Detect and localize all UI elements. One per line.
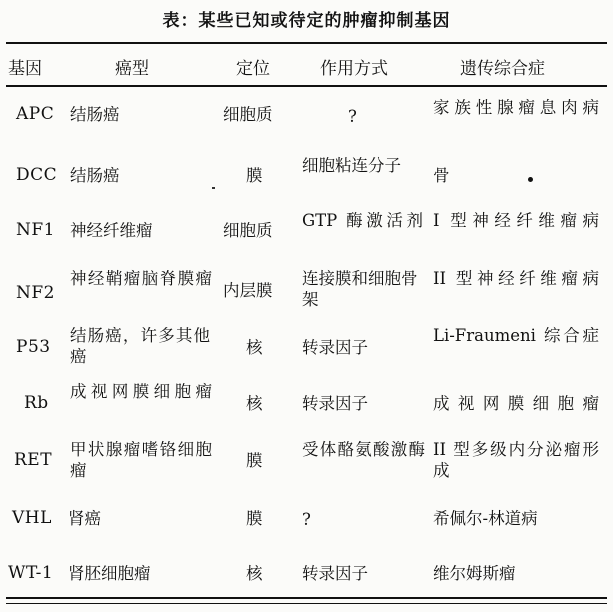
cell-syndrome-wt1: 维尔姆斯瘤 bbox=[433, 564, 516, 583]
cell-mode-nf1: GTP 酶激活剂 bbox=[302, 211, 423, 230]
cell-tumor-apc: 结肠癌 bbox=[70, 105, 120, 124]
cell-mode-apc: ? bbox=[348, 107, 357, 126]
cell-location-nf1: 细胞质 bbox=[223, 221, 273, 240]
cell-gene-apc: APC bbox=[16, 104, 55, 124]
cell-gene-vhl: VHL bbox=[12, 508, 52, 528]
cell-tumor-nf1: 神经纤维瘤 bbox=[70, 221, 153, 240]
cell-mode-vhl: ? bbox=[302, 510, 311, 529]
cell-tumor-wt1: 肾胚细胞瘤 bbox=[68, 564, 151, 583]
cell-location-nf2: 内层膜 bbox=[223, 281, 273, 300]
cell-location-p53: 核 bbox=[246, 338, 263, 357]
cell-syndrome-p53: Li-Fraumeni 综合症 bbox=[433, 326, 599, 345]
cell-syndrome-ret: II 型多级内分泌瘤形成 bbox=[433, 440, 599, 480]
cell-location-apc: 细胞质 bbox=[223, 105, 273, 124]
cell-location-vhl: 膜 bbox=[246, 509, 263, 528]
cell-tumor-ret: 甲状腺瘤嗜铬细胞瘤 bbox=[70, 440, 212, 480]
cell-syndrome-apc: 家族性腺瘤息肉病 bbox=[433, 98, 599, 117]
cell-tumor-p53: 结肠癌，许多其他癌 bbox=[70, 326, 210, 366]
header-syndrome: 遗传综合症 bbox=[460, 59, 545, 79]
cell-gene-p53: P53 bbox=[16, 337, 51, 357]
stray-dot bbox=[528, 177, 533, 182]
cell-syndrome-nf1: I 型神经纤维瘤病 bbox=[433, 211, 599, 230]
cell-gene-nf2: NF2 bbox=[16, 283, 55, 303]
cell-mode-ret: 受体酪氨酸激酶 bbox=[302, 440, 425, 459]
bottom-rule bbox=[6, 597, 607, 599]
header-tumor: 癌型 bbox=[115, 59, 149, 79]
cell-syndrome-dcc: 骨 bbox=[433, 166, 450, 185]
cell-syndrome-vhl: 希佩尔-林道病 bbox=[433, 509, 538, 528]
cell-mode-nf2: 连接膜和细胞骨架 bbox=[302, 269, 418, 309]
cell-location-wt1: 核 bbox=[246, 564, 263, 583]
cell-gene-dcc: DCC bbox=[16, 165, 58, 185]
cell-location-dcc: 膜 bbox=[246, 166, 263, 185]
cell-tumor-rb: 成视网膜细胞瘤 bbox=[70, 382, 212, 401]
cell-mode-wt1: 转录因子 bbox=[302, 564, 368, 583]
cell-gene-wt1: WT-1 bbox=[8, 563, 54, 583]
cell-tumor-vhl: 肾癌 bbox=[68, 509, 101, 528]
header-rule bbox=[6, 85, 607, 87]
cell-mode-rb: 转录因子 bbox=[302, 394, 368, 413]
top-rule bbox=[6, 42, 607, 44]
header-location: 定位 bbox=[236, 59, 270, 79]
cell-tumor-nf2: 神经鞘瘤脑脊膜瘤 bbox=[70, 269, 212, 288]
cell-tumor-dcc: 结肠癌 bbox=[70, 166, 120, 185]
cell-mode-dcc: 细胞粘连分子 bbox=[302, 156, 401, 175]
header-mode: 作用方式 bbox=[320, 59, 388, 79]
bottom-rule-thin bbox=[6, 603, 607, 604]
cell-location-ret: 膜 bbox=[246, 451, 263, 470]
cell-gene-nf1: NF1 bbox=[16, 220, 55, 240]
stray-mark bbox=[212, 187, 215, 189]
cell-gene-ret: RET bbox=[14, 450, 53, 470]
table-title: 表：某些已知或待定的肿瘤抑制基因 bbox=[162, 11, 451, 31]
cell-location-rb: 核 bbox=[246, 394, 263, 413]
header-gene: 基因 bbox=[8, 59, 42, 79]
cell-syndrome-rb: 成视网膜细胞瘤 bbox=[433, 394, 599, 413]
cell-mode-p53: 转录因子 bbox=[302, 338, 368, 357]
cell-syndrome-nf2: II 型神经纤维瘤病 bbox=[433, 269, 599, 288]
cell-gene-rb: Rb bbox=[24, 393, 49, 413]
